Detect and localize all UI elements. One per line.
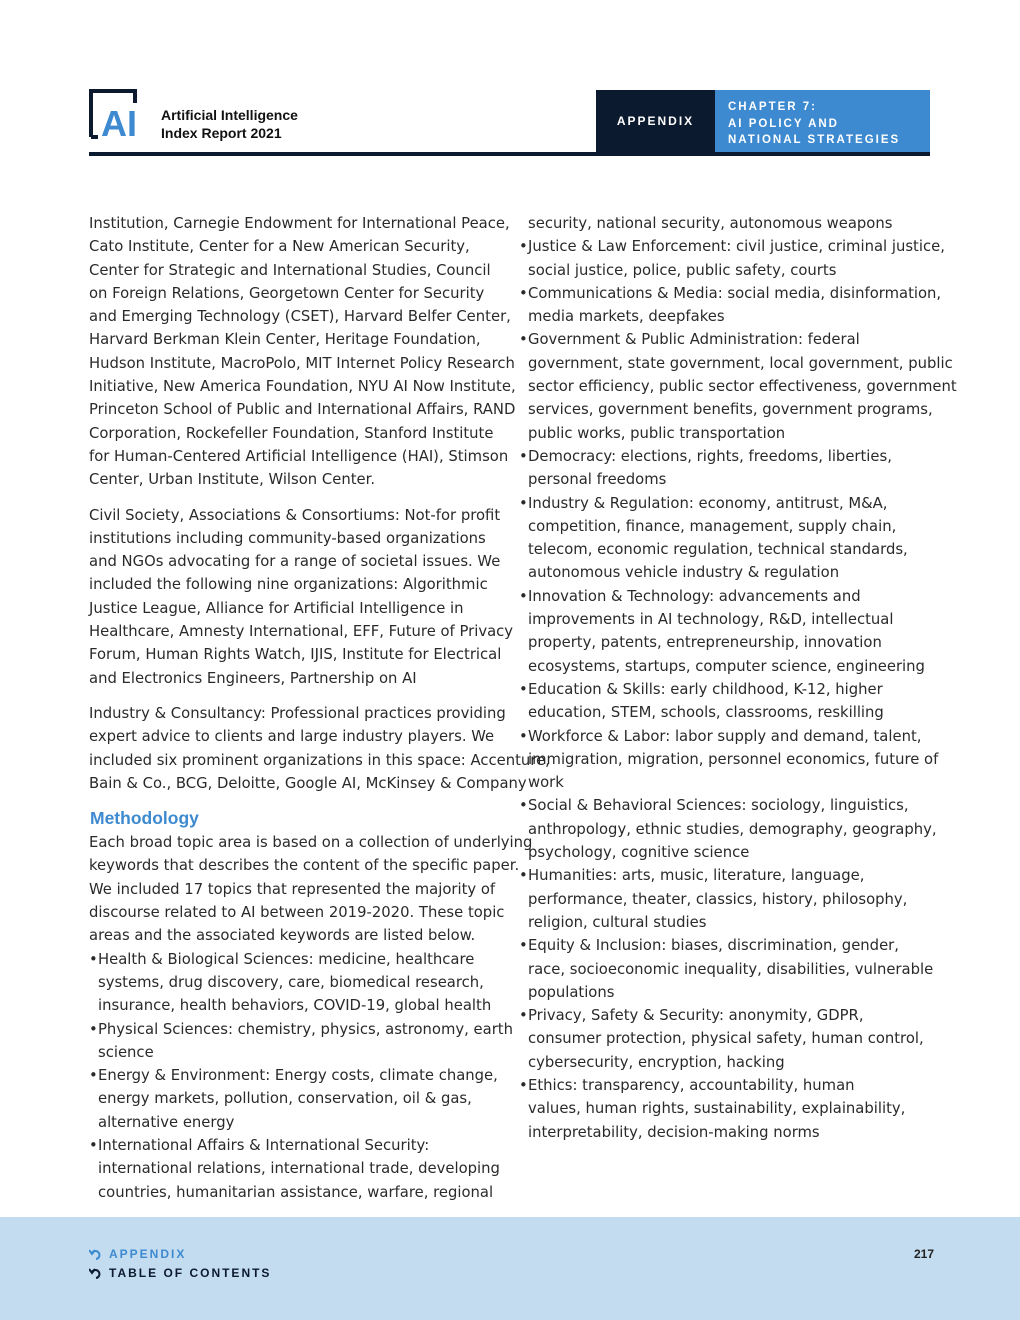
think-tanks-paragraph [89,212,516,492]
topic-list-item [519,328,957,444]
text-line: Cato Institute, Center for a New American Security, [89,238,470,256]
text-line: Justice League, Alliance for Artificial Intelligence in [89,599,464,617]
appendix-footer-link[interactable] [89,1247,186,1261]
chapter-label-line-3: NATIONAL STRATEGIES [728,134,901,146]
text-line: Education & Skills: early childhood, K-12, higher [528,680,883,698]
text-line: anthropology, ethnic studies, demography, geography, [528,820,937,838]
topic-list-item [519,282,942,329]
report-title [161,106,298,142]
text-line: International Affairs & International Security: [98,1136,430,1154]
text-line: and Electronics Engineers, Partnership on AI [89,669,417,687]
text-line: Civil Society, Associations & Consortiums: Not-for profit [89,506,501,524]
text-line: immigration, migration, personnel economics, future of [528,750,939,768]
text-line: sector efficiency, public sector effectiveness, government [528,378,957,396]
text-line: science [98,1043,154,1061]
page-number: 217 [913,1247,934,1261]
text-line: Princeton School of Public and International Affairs, RAND [89,401,516,419]
text-line: government, state government, local government, public [528,354,953,372]
text-line: telecom, economic regulation, technical standards, [528,541,908,559]
bullet-marker: • [519,238,528,256]
report-title-line-1: Artificial Intelligence [161,107,298,123]
text-line: countries, humanitarian assistance, warfare, regional [98,1183,494,1201]
bullet-marker: • [89,1136,98,1154]
report-title-line-2: Index Report 2021 [161,125,282,141]
text-line: Industry & Regulation: economy, antitrust, M&A, [528,494,888,512]
text-line: Humanities: arts, music, literature, language, [528,867,865,885]
text-line: Each broad topic area is based on a collection of underlying [89,834,533,852]
bullet-marker: • [519,727,528,745]
bullet-marker: • [519,447,528,465]
text-line: personal freedoms [528,471,667,489]
bullet-marker: • [519,680,528,698]
text-line: Center for Strategic and International Studies, Council [89,261,491,279]
topic-list-item [519,794,937,864]
text-line: discourse related to AI between 2019-2020. These topic [89,904,505,922]
text-line: public works, public transportation [528,424,786,442]
text-line: Physical Sciences: chemistry, physics, astronomy, earth [98,1020,513,1038]
appendix-tab[interactable] [596,90,715,152]
text-line: energy markets, pollution, conservation, oil & gas, [98,1090,472,1108]
text-line: consumer protection, physical safety, human control, [528,1030,924,1048]
topic-list-item [519,864,931,934]
bullet-marker: • [519,797,528,815]
text-line: Energy & Environment: Energy costs, climate change, [98,1067,498,1085]
topic-list-item [519,725,939,795]
text-line: Institution, Carnegie Endowment for International Peace, [89,215,510,232]
text-line: and Emerging Technology (CSET), Harvard Belfer Center, [89,308,511,326]
topic-list-item [519,1004,931,1074]
text-line: Government & Public Administration: federal [528,331,860,349]
text-line: security, national security, autonomous weapons [528,215,893,232]
text-line: Bain & Co., BCG, Deloitte, Google AI, McKinsey & Company [89,774,527,792]
topic-list-item [89,1064,504,1134]
text-line: Hudson Institute, MacroPolo, MIT Internet Policy Research [89,354,515,372]
topic-list-item [519,585,931,678]
topic-list-left [89,948,513,1204]
chapter-label-line-2: AI POLICY AND [728,117,839,130]
bullet-marker: • [89,1067,98,1085]
topic-list-item [519,492,931,585]
text-line: services, government benefits, government programs, [528,401,933,419]
right-column [519,212,957,1144]
text-line: values, human rights, sustainability, explainability, [528,1100,906,1118]
text-line: Social & Behavioral Sciences: sociology, linguistics, [528,797,909,815]
text-line: Privacy, Safety & Security: anonymity, GDPR, [528,1007,864,1025]
text-line: We included 17 topics that represented the majority of [89,880,496,898]
text-line: Center, Urban Institute, Wilson Center. [89,471,376,489]
bullet-marker: • [519,1007,528,1025]
text-line: Workforce & Labor: labor supply and demand, talent, [528,727,922,745]
text-line: Health & Biological Sciences: medicine, healthcare [98,950,475,968]
text-line: Ethics: transparency, accountability, human [528,1076,855,1094]
civil-society-paragraph [89,504,514,690]
text-line: expert advice to clients and large industry players. We [89,728,495,746]
text-line: systems, drug discovery, care, biomedical research, [98,973,484,991]
bullet-marker: • [519,1076,528,1094]
text-line: psychology, cognitive science [528,844,750,862]
text-line: included the following nine organizations: Algorithmic [89,576,488,594]
topic-list-item [519,934,934,1004]
text-line: interpretability, decision-making norms [528,1123,820,1141]
text-line: Corporation, Rockefeller Foundation, Stanford Institute [89,424,494,442]
text-line: international relations, international trade, developing [98,1160,500,1178]
table-of-contents-link[interactable] [89,1266,271,1280]
text-line: Harvard Berkman Klein Center, Heritage Foundation, [89,331,481,349]
text-line: included six prominent organizations in this space: Accenture, [89,751,550,769]
bullet-marker: • [519,937,528,955]
text-line: ecosystems, startups, computer science, engineering [528,657,925,675]
text-line: competition, finance, management, supply chain, [528,517,897,535]
methodology-paragraph [89,831,533,947]
text-line: Equity & Inclusion: biases, discrimination, gender, [528,937,899,955]
bullet-marker: • [519,867,528,885]
text-line: race, socioeconomic inequality, disabilities, vulnerable [528,960,934,978]
topic-list-item [89,1134,504,1204]
return-arrow-icon [89,1248,103,1260]
methodology-heading: Methodology [90,808,199,829]
text-line: Justice & Law Enforcement: civil justice, criminal justice, [528,238,945,256]
text-line: autonomous vehicle industry & regulation [528,564,840,582]
text-line: work [528,774,564,792]
topic-list-item [89,1018,513,1065]
footer [0,1217,1020,1320]
text-line: improvements in AI technology, R&D, intellectual [528,611,894,629]
bullet-marker: • [519,494,528,512]
text-line: keywords that describes the content of the specific paper. [89,857,520,875]
appendix-tab-label: APPENDIX [616,114,695,128]
chapter-tab[interactable] [715,90,930,152]
topic-list-right [519,235,957,1144]
bullet-marker: • [519,284,528,302]
bullet-marker: • [519,331,528,349]
topic-list-item [519,678,931,725]
appendix-footer-label: APPENDIX [109,1247,187,1261]
text-line: religion, cultural studies [528,913,707,931]
topic-list-item [519,235,945,282]
chapter-label-line-1: CHAPTER 7: [728,101,818,113]
text-line: cybersecurity, encryption, hacking [528,1053,785,1071]
continued-list-item [519,212,931,235]
ai-index-logo [89,89,147,139]
bullet-marker: • [519,587,528,605]
text-line: Communications & Media: social media, disinformation, [528,284,942,302]
text-line: on Foreign Relations, Georgetown Center for Security [89,284,485,302]
bullet-marker: • [89,1020,98,1038]
text-line: Industry & Consultancy: Professional practices providing [89,704,506,722]
text-line: areas and the associated keywords are listed below. [89,927,476,945]
bullet-marker: • [89,950,98,968]
table-of-contents-label: TABLE OF CONTENTS [109,1266,272,1280]
text-line: education, STEM, schools, classrooms, reskilling [528,704,884,722]
text-line: for Human-Centered Artificial Intelligence (HAI), Stimson [89,447,509,465]
text-line: insurance, health behaviors, COVID-19, global health [98,997,492,1015]
text-line: media markets, deepfakes [528,308,725,326]
text-line: institutions including community-based organizations [89,529,486,547]
text-line: property, patents, entrepreneurship, innovation [528,634,882,652]
text-line: Initiative, New America Foundation, NYU AI Now Institute, [89,378,516,396]
text-line: alternative energy [98,1113,235,1131]
text-line: Innovation & Technology: advancements and [528,587,861,605]
text-line: and NGOs advocating for a range of societal issues. We [89,553,501,571]
text-line: Democracy: elections, rights, freedoms, liberties, [528,447,892,465]
text-line: Forum, Human Rights Watch, IJIS, Institute for Electrical [89,646,502,664]
header-divider [89,152,930,156]
text-line: social justice, police, public safety, courts [528,261,837,279]
text-line: populations [528,983,615,1001]
topic-list-item [89,948,504,1018]
text-line: Healthcare, Amnesty International, EFF, Future of Privacy [89,623,514,641]
topic-list-item [519,445,931,492]
text-line: performance, theater, classics, history, philosophy, [528,890,908,908]
logo-lettering: AI [101,103,137,139]
return-arrow-icon [89,1267,103,1279]
topic-list-item [519,1074,931,1144]
